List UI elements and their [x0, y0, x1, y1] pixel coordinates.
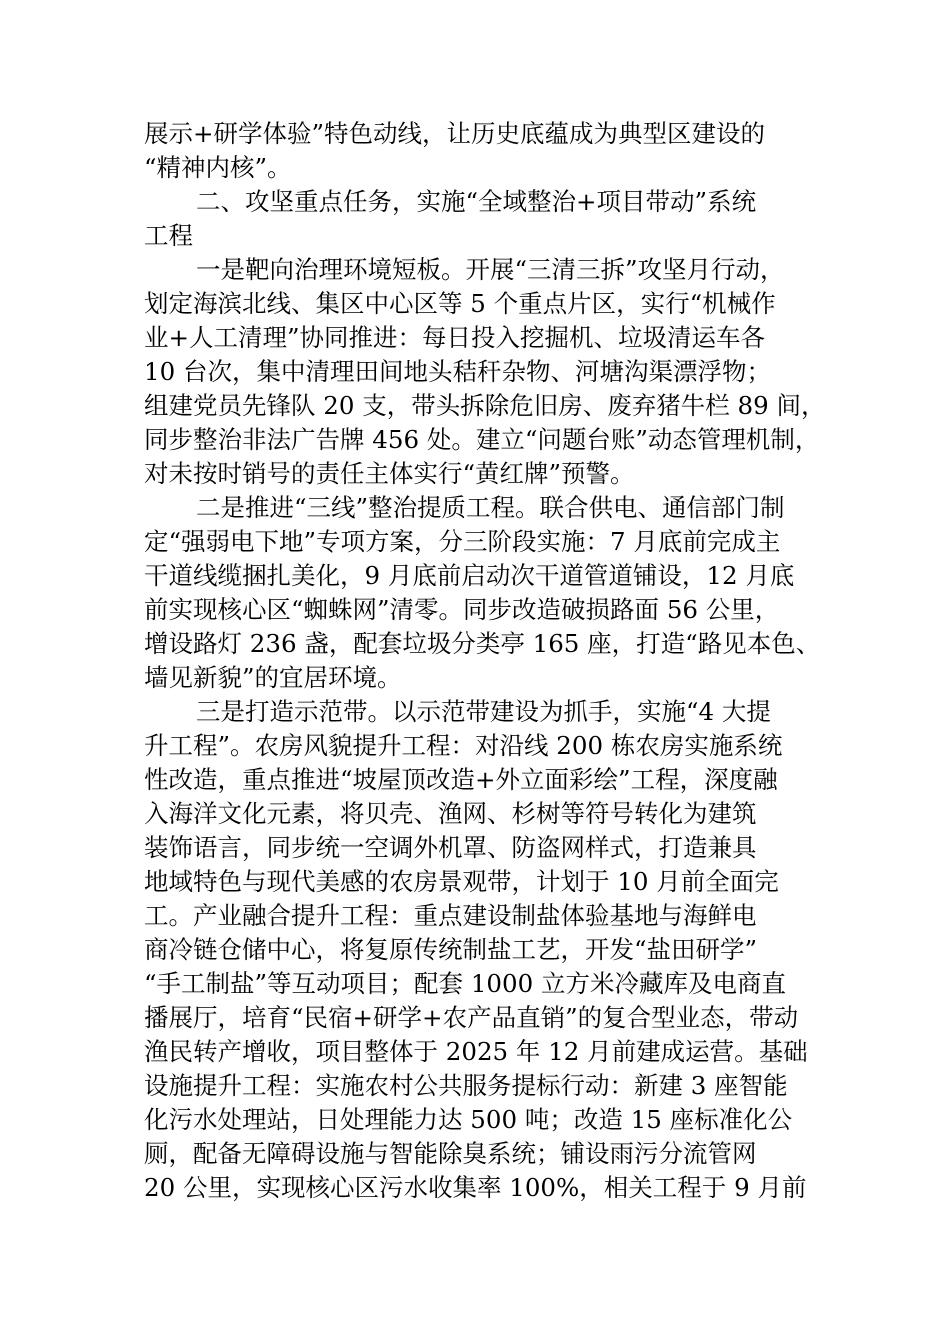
text-line: “精神内核”。	[144, 153, 292, 182]
text-line: 升工程”。农房风貌提升工程：对沿线 200 栋农房实施系统	[144, 731, 783, 760]
text-line: 20 公里，实现核心区污水收集率 100%，相关工程于 9 月前	[144, 1173, 807, 1202]
text-line: 三是打造示范带。以示范带建设为抓手，实施“4 大提	[196, 697, 771, 726]
text-line: 一是靶向治理环境短板。开展“三清三拆”攻坚月行动，	[196, 255, 785, 284]
text-line: 业+人工清理”协同推进：每日投入挖掘机、垃圾清运车各	[144, 323, 766, 352]
text-line: 装饰语言，同步统一空调外机罩、防盗网样式，打造兼具	[144, 833, 757, 862]
text-line: 工程	[144, 221, 193, 250]
text-line: 组建党员先锋队 20 支，带头拆除危旧房、废弃猪牛栏 89 间，	[144, 391, 826, 420]
text-line: 化污水处理站，日处理能力达 500 吨；改造 15 座标准化公	[144, 1105, 793, 1134]
text-line: 定“强弱电下地”专项方案，分三阶段实施：7 月底前完成主	[144, 527, 781, 556]
text-line: 渔民转产增收，项目整体于 2025 年 12 月前建成运营。基础	[144, 1037, 808, 1066]
text-line: 商冷链仓储中心，将复原传统制盐工艺，开发“盐田研学”	[144, 935, 758, 964]
text-line: 10 台次，集中清理田间地头秸秆杂物、河塘沟渠漂浮物；	[144, 357, 771, 386]
text-line: 厕，配备无障碍设施与智能除臭系统；铺设雨污分流管网	[144, 1139, 757, 1168]
text-line: 性改造，重点推进“坡屋顶改造+外立面彩绘”工程，深度融	[144, 765, 778, 794]
text-line: 二是推进“三线”整治提质工程。联合供电、通信部门制	[196, 493, 785, 522]
text-line: 干道线缆捆扎美化，9 月底前启动次干道管道铺设，12 月底	[144, 561, 795, 590]
text-line: 前实现核心区“蜘蛛网”清零。同步改造破损路面 56 公里，	[144, 595, 780, 624]
document-body	[144, 117, 824, 1205]
text-line: 对未按时销号的责任主体实行“黄红牌”预警。	[144, 459, 635, 488]
text-line: 同步整治非法广告牌 456 处。建立“问题台账”动态管理机制，	[144, 425, 820, 454]
text-line: 墙见新貌”的宜居环境。	[144, 663, 402, 692]
text-line: “手工制盐”等互动项目；配套 1000 立方米冷藏库及电商直	[144, 969, 786, 998]
text-line: 工。产业融合提升工程：重点建设制盐体验基地与海鲜电	[144, 901, 757, 930]
text-line: 二、攻坚重点任务，实施“全域整治+项目带动”系统	[196, 187, 757, 216]
text-line: 入海洋文化元素，将贝壳、渔网、杉树等符号转化为建筑	[144, 799, 757, 828]
text-line: 播展厅，培育“民宿+研学+农产品直销”的复合型业态，带动	[144, 1003, 799, 1032]
text-line: 增设路灯 236 盏，配套垃圾分类亭 165 座，打造“路见本色、	[144, 629, 821, 658]
text-line: 地域特色与现代美感的农房景观带，计划于 10 月前全面完	[144, 867, 779, 896]
text-line: 展示+研学体验”特色动线，让历史底蕴成为典型区建设的	[144, 119, 766, 148]
text-line: 设施提升工程：实施农村公共服务提标行动：新建 3 座智能	[144, 1071, 788, 1100]
text-line: 划定海滨北线、集区中心区等 5 个重点片区，实行“机械作	[144, 289, 776, 318]
